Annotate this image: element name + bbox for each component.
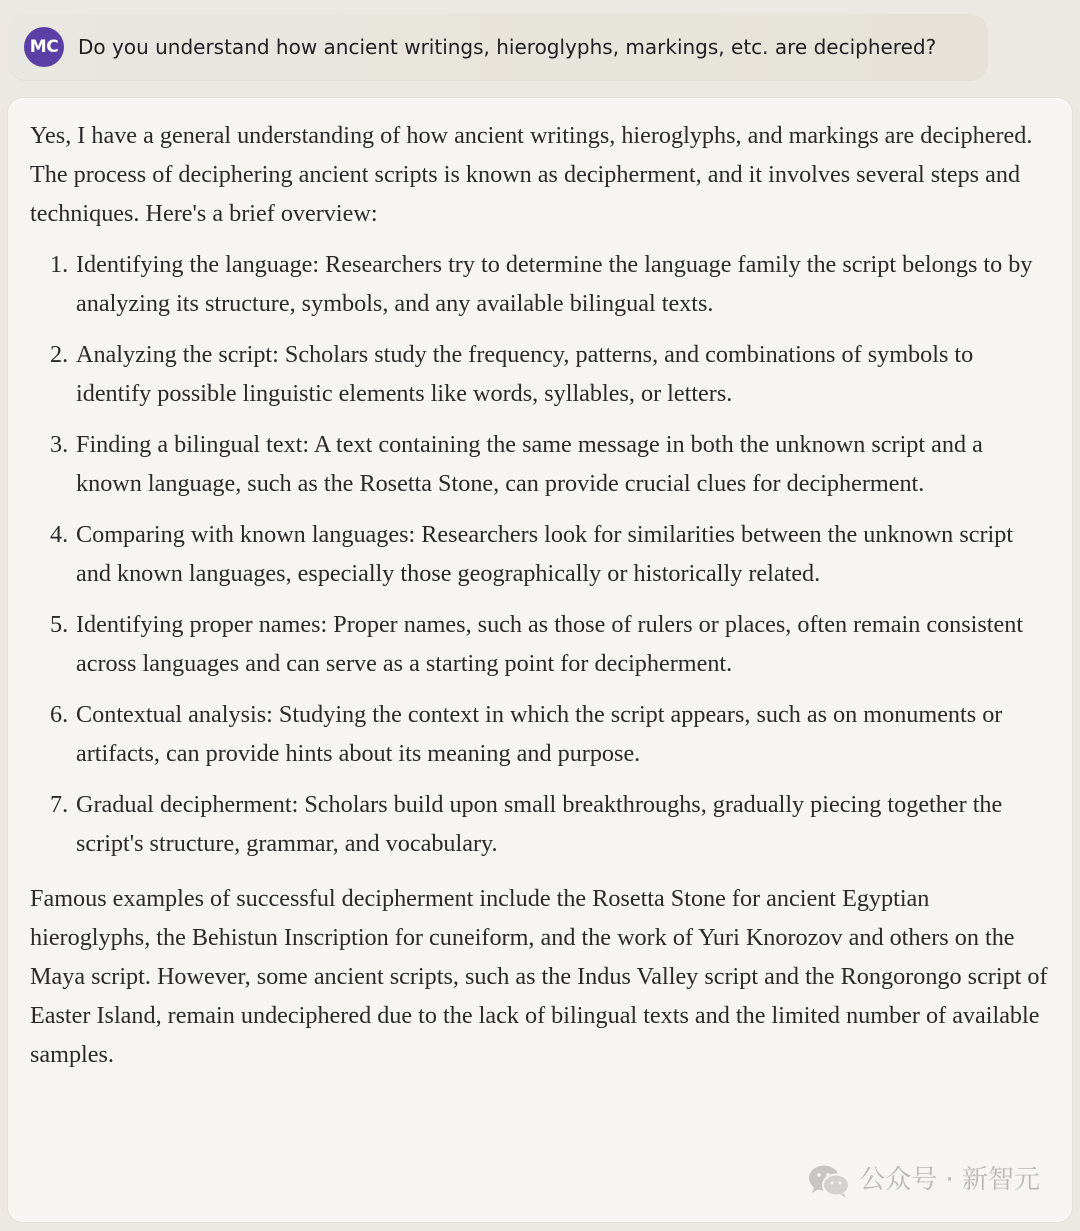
list-item	[50, 785, 1052, 863]
wechat-icon	[807, 1163, 851, 1199]
list-item	[50, 515, 1052, 593]
list-number: 5.	[50, 611, 69, 638]
user-avatar[interactable]: MC	[24, 27, 64, 67]
response-outro: Famous examples of successful decipherment include the Rosetta Stone for ancient Egyptian hieroglyphs, the Behistun Inscription for cuneiform, and the work of Yuri Knorozov and others on the Maya script. However, some ancient scripts, such as the Indus Valley script and the Rongorongo script of Easter Island, remain undeciphered due to the lack of bilingual texts and the limited number of available samples.	[30, 885, 1048, 1068]
list-number: 4.	[50, 521, 69, 548]
list-item	[50, 335, 1052, 413]
watermark-text: 公众号 · 新智元	[859, 1165, 1040, 1195]
response-intro: Yes, I have a general understanding of how ancient writings, hieroglyphs, and markings are deciphered. The process of deciphering ancient scripts is known as decipherment, and it involves several steps and techniques. Here's a brief overview:	[30, 122, 1033, 227]
assistant-response	[8, 98, 1072, 1222]
list-number: 1.	[50, 251, 69, 278]
list-item-text: Gradual decipherment: Scholars build upon small breakthroughs, gradually piecing together the script's structure, grammar, and vocabulary.	[76, 791, 1003, 857]
watermark	[807, 1161, 1040, 1200]
list-item-text: Comparing with known languages: Researchers look for similarities between the unknown script and known languages, especially those geographically or historically related.	[76, 521, 1014, 587]
user-message-text: Do you understand how ancient writings, hieroglyphs, markings, etc. are deciphered?	[78, 35, 937, 59]
user-message-bubble	[8, 14, 988, 80]
steps-list	[30, 245, 1052, 863]
list-item	[50, 695, 1052, 773]
list-number: 2.	[50, 341, 69, 368]
list-item-text: Identifying the language: Researchers try to determine the language family the script belongs to by analyzing its structure, symbols, and any available bilingual texts.	[76, 251, 1033, 317]
list-item	[50, 245, 1052, 323]
list-number: 6.	[50, 701, 69, 728]
list-item-text: Analyzing the script: Scholars study the frequency, patterns, and combinations of symbols to identify possible linguistic elements like words, syllables, or letters.	[76, 341, 974, 407]
list-item-text: Identifying proper names: Proper names, such as those of rulers or places, often remain consistent across languages and can serve as a starting point for decipherment.	[76, 611, 1024, 677]
list-item-text: Contextual analysis: Studying the context in which the script appears, such as on monuments or artifacts, can provide hints about its meaning and purpose.	[76, 701, 1003, 767]
list-number: 7.	[50, 791, 69, 818]
list-item	[50, 605, 1052, 683]
list-number: 3.	[50, 431, 69, 458]
list-item	[50, 425, 1052, 503]
list-item-text: Finding a bilingual text: A text containing the same message in both the unknown script and a known language, such as the Rosetta Stone, can provide crucial clues for decipherment.	[76, 431, 983, 497]
